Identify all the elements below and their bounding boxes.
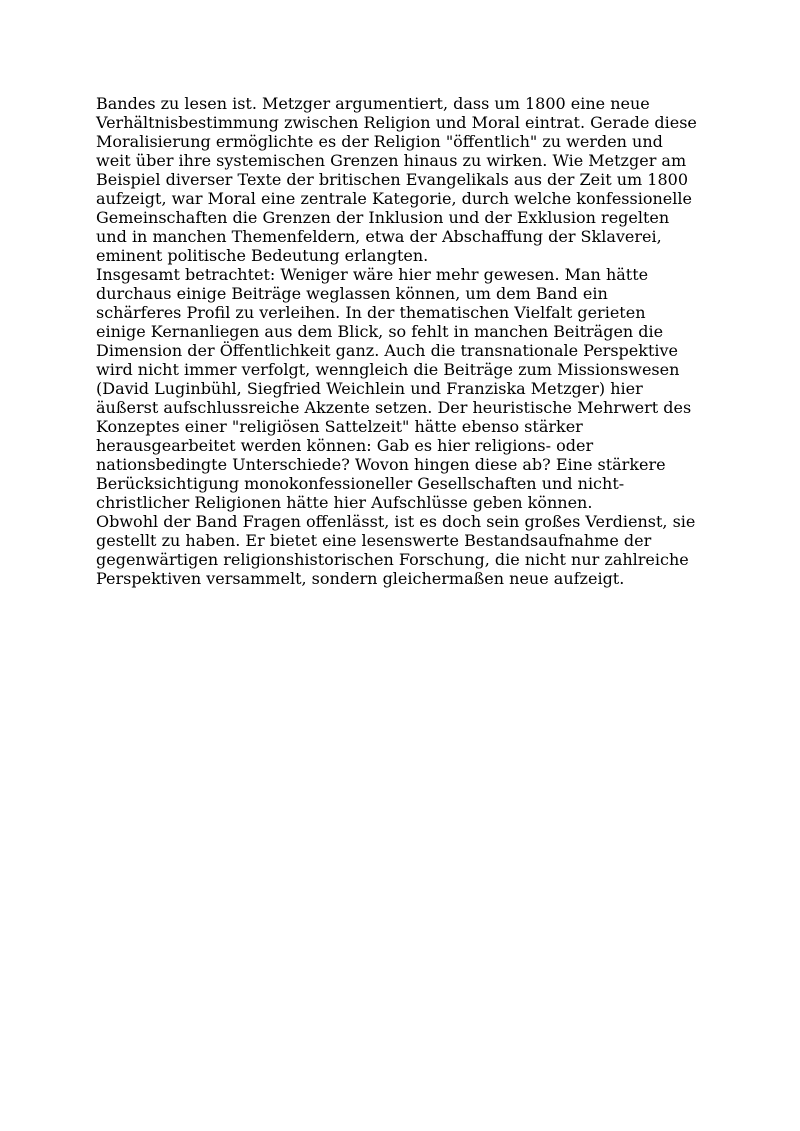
document-page	[96, 94, 726, 588]
paragraph-conclusion: Obwohl der Band Fragen offenlässt, ist es doch sein großes Verdienst, sie gestellt zu haben. Er bietet eine lesenswerte Bestandsaufnahme der gegenwärtigen religionshistorischen Forschung, die nicht nur zahlreiche Perspektiven versammelt, sondern gleichermaßen neue aufzeigt.	[96, 512, 696, 588]
paragraph-assessment: Insgesamt betrachtet: Weniger wäre hier mehr gewesen. Man hätte durchaus einige Beiträge weglassen können, um dem Band ein schärferes Profil zu verleihen. In der thematischen Vielfalt gerieten einige Kernanliegen aus dem Blick, so fehlt in manchen Beiträgen die Dimension der Öffentlichkeit ganz. Auch die transnationale Perspektive wird nicht immer verfolgt, wenngleich die Beiträge zum Missionswesen (David Luginbühl, Siegfried Weichlein und Franziska Metzger) hier äußerst aufschlussreiche Akzente setzen. Der heuristische Mehrwert des Konzeptes einer "religiösen Sattelzeit" hätte ebenso stärker herausgearbeitet werden können: Gab es hier religions- oder nationsbedingte Unterschiede? Wovon hingen diese ab? Eine stärkere Berücksichtigung monokonfessioneller Gesellschaften und nicht- christlicher Religionen hätte hier Aufschlüsse geben können.	[96, 265, 692, 512]
paragraph-moral-religion: Bandes zu lesen ist. Metzger argumentiert, dass um 1800 eine neue Verhältnisbestimmung zwischen Religion und Moral eintrat. Gerade diese Moralisierung ermöglichte es der Religion "öffentlich" zu werden und weit über ihre systemischen Grenzen hinaus zu wirken. Wie Metzger am Beispiel diverser Texte der britischen Evangelikals aus der Zeit um 1800 aufzeigt, war Moral eine zentrale Kategorie, durch welche konfessionelle Gemeinschaften die Grenzen der Inklusion und der Exklusion regelten und in manchen Themenfeldern, etwa der Abschaffung der Sklaverei, eminent politische Bedeutung erlangten.	[96, 94, 697, 265]
